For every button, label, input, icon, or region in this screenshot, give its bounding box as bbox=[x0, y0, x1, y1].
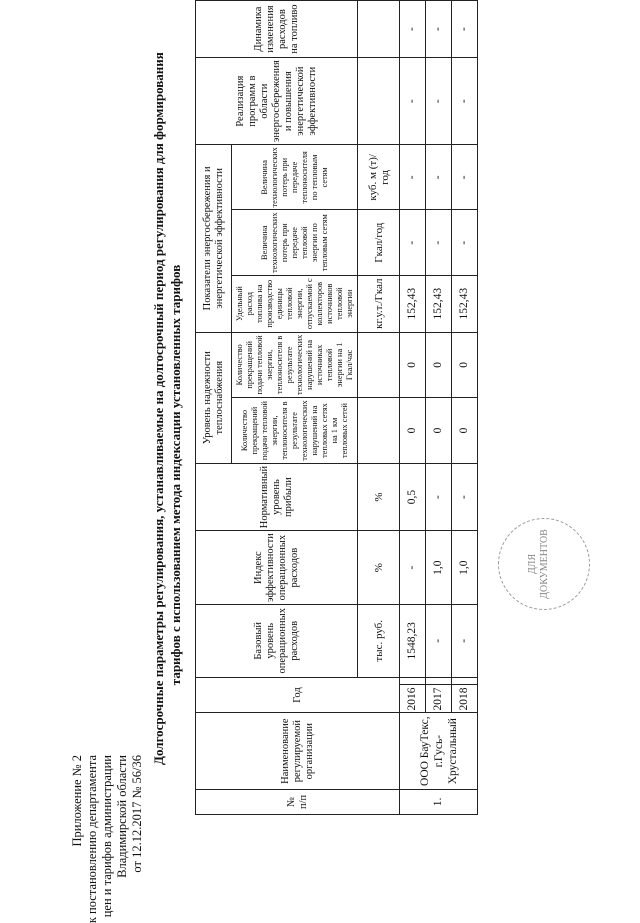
unit-norm-profit: % bbox=[358, 463, 400, 530]
header-en-3: Величина технологических потерь при передаче теплоносителя по тепловым сетям bbox=[232, 145, 358, 210]
header-en-1: Удельный расход топлива на производство единицы тепловой энергии, отпускаемой с коллекторов источников тепловой энергии bbox=[232, 275, 358, 332]
unit-en-3: куб. м (т)/год bbox=[358, 145, 400, 210]
row-en-1: 152,43 bbox=[426, 275, 452, 332]
unit-en-1: кг.у.т./Гкал bbox=[358, 275, 400, 332]
title-line: тарифов с использованием метода индексации установленных тарифов bbox=[168, 264, 183, 686]
row-norm-profit: - bbox=[426, 463, 452, 530]
row-year: 2017 bbox=[426, 685, 452, 713]
row-rel-2: 0 bbox=[400, 332, 426, 398]
appendix-line: цен и тарифов администрации bbox=[100, 755, 114, 918]
header-rel-2: Количество прекращений подачи тепловой энергии, теплоносителя в результате технологических нарушений на источниках тепловой энергии на 1 Гкал/час bbox=[232, 332, 358, 398]
appendix-block bbox=[70, 755, 145, 923]
row-rel-1: 0 bbox=[400, 398, 426, 464]
row-en-2: - bbox=[426, 210, 452, 275]
row-org: ООО БауТекс, г.Гусь-Хрустальный bbox=[400, 713, 478, 789]
row-programs: - bbox=[400, 58, 426, 145]
unit-en-2: Гкал/год bbox=[358, 210, 400, 275]
appendix-line: от 12.12.2017 № 56/36 bbox=[130, 755, 144, 873]
title-line: Долгосрочные параметры регулирования, устанавливаемые на долгосрочный период регулирования для формирования bbox=[151, 52, 166, 765]
stamp bbox=[498, 518, 590, 610]
row-base: - bbox=[452, 605, 478, 678]
appendix-line: Владимирской области bbox=[115, 755, 129, 878]
row-norm-profit: 0,5 bbox=[400, 463, 426, 530]
row-year: 2018 bbox=[452, 685, 478, 713]
row-year-blank bbox=[400, 677, 426, 685]
header-year: Год bbox=[196, 677, 400, 713]
row-en-3: - bbox=[400, 145, 426, 210]
table-row bbox=[400, 1, 426, 815]
document-title bbox=[150, 52, 184, 765]
header-norm-profit: Нормативный уровень прибыли bbox=[196, 463, 358, 530]
row-index: - bbox=[400, 531, 426, 605]
row-rel-1: 0 bbox=[426, 398, 452, 464]
header-base: Базовый уровень операционных расходов bbox=[196, 605, 358, 678]
unit-base: тыс. руб. bbox=[358, 605, 400, 678]
header-index: Индекс эффективности операционных расходов bbox=[196, 531, 358, 605]
row-en-1: 152,43 bbox=[400, 275, 426, 332]
table-row bbox=[426, 1, 452, 815]
header-en-2: Величина технологических потерь при передаче тепловой энергии по тепловым сетям bbox=[232, 210, 358, 275]
unit-fuel bbox=[358, 1, 400, 58]
row-index: 1,0 bbox=[452, 531, 478, 605]
row-programs: - bbox=[426, 58, 452, 145]
row-year-blank bbox=[426, 677, 452, 685]
row-base: - bbox=[426, 605, 452, 678]
row-fuel: - bbox=[426, 1, 452, 58]
row-num: 1. bbox=[400, 789, 478, 814]
row-en-3: - bbox=[452, 145, 478, 210]
row-base: 1548,23 bbox=[400, 605, 426, 678]
row-en-1: 152,43 bbox=[452, 275, 478, 332]
unit-programs bbox=[358, 58, 400, 145]
row-index: 1,0 bbox=[426, 531, 452, 605]
row-rel-2: 0 bbox=[426, 332, 452, 398]
row-year: 2016 bbox=[400, 685, 426, 713]
row-fuel: - bbox=[400, 1, 426, 58]
row-fuel: - bbox=[452, 1, 478, 58]
header-org: Наименование регулируемой организации bbox=[196, 713, 400, 789]
stamp-text: ДЛЯ ДОКУМЕНТОВ bbox=[527, 529, 550, 599]
appendix-line: Приложение № 2 bbox=[70, 755, 84, 847]
header-energy: Показатели энергосбережения и энергетической эффективности bbox=[196, 145, 232, 332]
header-fuel: Динамика изменения расходов на топливо bbox=[196, 1, 358, 58]
row-norm-profit: - bbox=[452, 463, 478, 530]
header-row-groups bbox=[196, 1, 232, 815]
header-reliability: Уровень надежности теплоснабжения bbox=[196, 332, 232, 463]
row-en-2: - bbox=[452, 210, 478, 275]
table-row bbox=[452, 1, 478, 815]
row-programs: - bbox=[452, 58, 478, 145]
appendix-line: к постановлению департамента bbox=[85, 755, 99, 923]
unit-rel-1 bbox=[358, 398, 400, 464]
unit-rel-2 bbox=[358, 332, 400, 398]
row-rel-2: 0 bbox=[452, 332, 478, 398]
header-programs: Реализация программ в области энергосбережения и повышения энергетической эффективности bbox=[196, 58, 358, 145]
header-rel-1: Количество прекращений подачи тепловой энергии, теплоносителя в результате технологических нарушений на тепловых сетях на 1 км тепловых сетей bbox=[232, 398, 358, 464]
row-year-blank bbox=[452, 677, 478, 685]
row-rel-1: 0 bbox=[452, 398, 478, 464]
unit-index: % bbox=[358, 531, 400, 605]
row-en-3: - bbox=[426, 145, 452, 210]
parameters-table bbox=[195, 0, 478, 815]
header-num: № п/п bbox=[196, 789, 400, 814]
row-en-2: - bbox=[400, 210, 426, 275]
